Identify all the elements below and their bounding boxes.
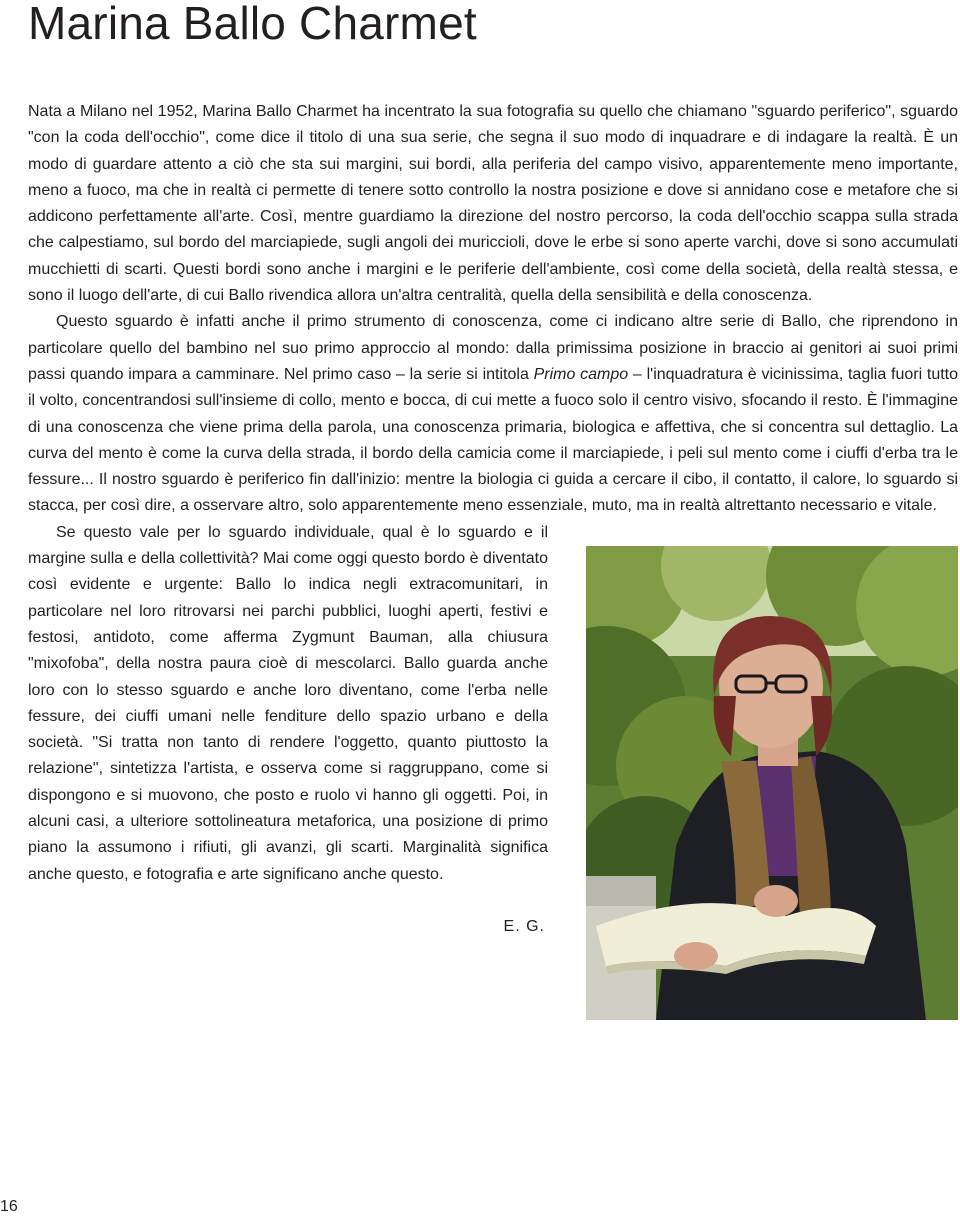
paragraph-3: Se questo vale per lo sguardo individuale, qual è lo sguardo e il margine sulla e della collettività? Mai come oggi questo bordo è diventato così evidente e urgente: Ballo lo indica negli extracomunitari, in particolare nel loro ritrovarsi nei parchi pubblici, luoghi aperti, festivi e festosi, antidoto, come afferma Zygmunt Bauman, alla chiusura "mixofoba", della nostra paura cioè di mescolarci. Ballo guarda anche loro con lo stesso sguardo e anche loro diventano, come l'erba nelle fessure, dei ciuffi umani nelle fenditure dello spazio urbano e della società. "Si tratta non tanto di rendere l'oggetto, quanto piuttosto la relazione", sintetizza l'artista, e osserva come si raggruppano, come si dispongono e si muovono, che posto e ruolo vi hanno gli oggetti. Poi, in alcuni casi, a ulteriore sottolineatura metaforica, una posizione di primo piano la assumono i rifiuti, gli avanzi, gli scarti. Marginalità significa anche questo, e fotografia e arte significano anche questo.	[28, 523, 548, 883]
page-number: 16	[0, 1198, 18, 1215]
series-title-primo-campo: Primo campo	[533, 365, 629, 383]
paragraph-1: Nata a Milano nel 1952, Marina Ballo Charmet ha incentrato la sua fotografia su quello che chiamano "sguardo periferico", sguardo "con la coda dell'occhio", come dice il titolo di una sua serie, che segna il suo modo di inquadrare e di indagare la realtà. È un modo di guardare attento a ciò che sta sui margini, sui bordi, alla periferia del campo visivo, apparentemente meno importante, meno a fuoco, ma che in realtà ci permette di tenere sotto controllo la nostra posizione e dove si annidano cose e metafore che si addicono perfettamente all'arte. Così, mentre guardiamo la direzione del nostro percorso, la coda dell'occhio scappa sulla strada che calpestiamo, sul bordo del marciapiede, sugli angoli dei muriccioli, dove le erbe si sono aperte varchi, dove si sono accumulati mucchietti di scarti. Questi bordi sono anche i margini e le periferie dell'ambiente, così come della società, della realtà stessa, e sono il luogo dell'arte, di cui Ballo rivendica allora un'altra centralità, quella della sensibilità e della conoscenza.	[28, 103, 958, 305]
portrait-photo	[586, 546, 958, 1020]
paragraph-2-text-before: Questo sguardo è infatti anche il primo strumento di conoscenza, come ci indicano altre serie di Ballo, che riprendono in particolare quello del bambino nel suo primo approccio al mondo: dalla primissima posizione in braccio ai genitori ai suoi primi passi quando impara a camminare. Nel primo caso – la serie si intitola	[28, 313, 958, 383]
author-initials: E. G.	[503, 917, 545, 935]
page-title: Marina Ballo Charmet	[28, 0, 477, 49]
paragraph-2-text-after: – l'inquadratura è vicinissima, taglia fuori tutto il volto, concentrandosi sull'insieme di collo, mento e bocca, di cui mette a fuoco solo il centro visivo, sfocando il resto. È l'immagine di una conoscenza che viene prima della parola, una conoscenza primaria, biologica e affettiva, che si concentra sul dettaglio. La curva del mento è come la curva della strada, il bordo della camicia come il marciapiede, i peli sul mento come i ciuffi d'erba tra le fessure... Il nostro sguardo è periferico fin dall'inizio: mentre la biologia ci guida a cercare il cibo, il contatto, il calore, lo sguardo si stacca, per così dire, a osservare altro, solo apparentemente meno essenziale, muto, ma in realtà altrettanto necessario e vitale.	[28, 365, 959, 515]
paragraph-2	[28, 309, 958, 519]
article-body	[28, 99, 958, 1020]
